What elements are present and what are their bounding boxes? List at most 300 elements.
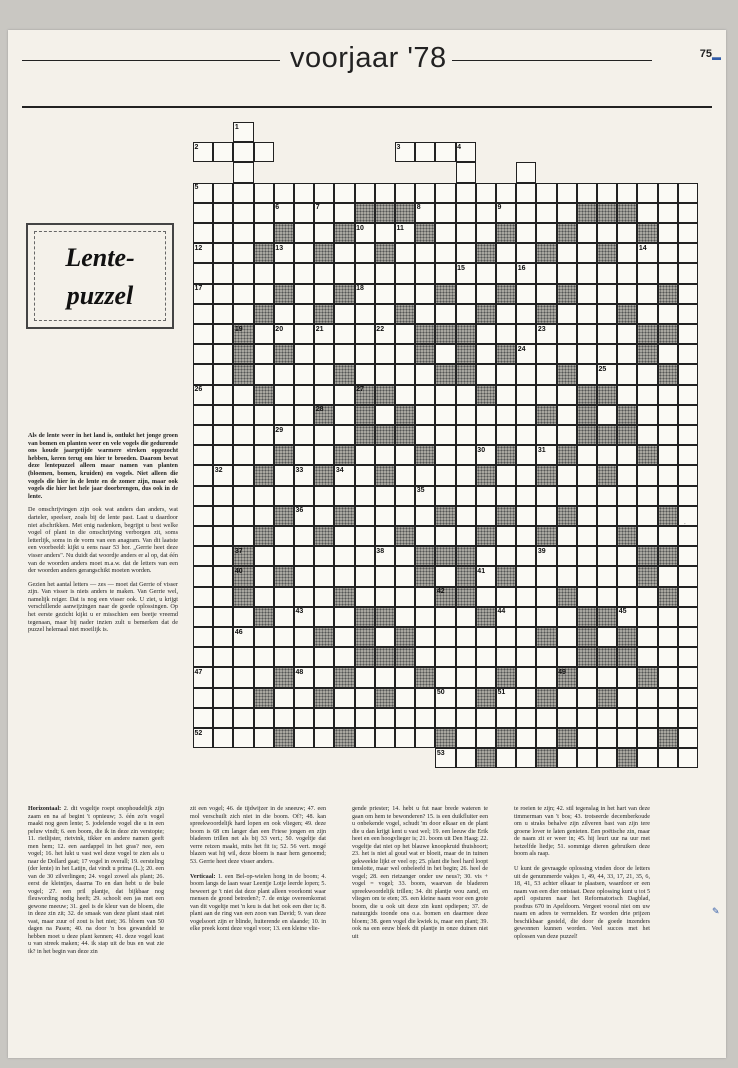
grid-cell[interactable]	[314, 667, 334, 687]
grid-cell[interactable]	[193, 587, 213, 607]
grid-cell[interactable]	[233, 243, 253, 263]
grid-cell[interactable]	[314, 546, 334, 566]
grid-cell[interactable]	[557, 647, 577, 667]
grid-cell[interactable]	[294, 526, 314, 546]
grid-cell[interactable]	[355, 506, 375, 526]
grid-cell[interactable]	[557, 688, 577, 708]
grid-cell[interactable]	[375, 223, 395, 243]
grid-cell[interactable]	[456, 688, 476, 708]
grid-cell[interactable]	[415, 364, 435, 384]
grid-cell[interactable]	[314, 708, 334, 728]
grid-cell[interactable]	[314, 647, 334, 667]
grid-cell[interactable]	[456, 425, 476, 445]
grid-cell[interactable]	[294, 243, 314, 263]
grid-cell[interactable]	[476, 425, 496, 445]
grid-cell[interactable]	[334, 385, 354, 405]
grid-cell[interactable]	[536, 667, 556, 687]
grid-cell[interactable]	[476, 223, 496, 243]
grid-cell[interactable]	[314, 728, 334, 748]
grid-cell[interactable]	[334, 486, 354, 506]
grid-cell[interactable]	[415, 304, 435, 324]
grid-cell[interactable]	[658, 223, 678, 243]
grid-cell[interactable]	[516, 647, 536, 667]
grid-cell[interactable]	[456, 647, 476, 667]
grid-cell[interactable]	[334, 688, 354, 708]
grid-cell[interactable]	[213, 566, 233, 586]
grid-cell[interactable]	[496, 526, 516, 546]
grid-cell[interactable]	[658, 425, 678, 445]
grid-cell[interactable]	[496, 546, 516, 566]
grid-cell[interactable]	[375, 667, 395, 687]
grid-cell[interactable]	[375, 506, 395, 526]
grid-cell[interactable]	[334, 304, 354, 324]
grid-cell[interactable]	[415, 526, 435, 546]
grid-cell[interactable]	[597, 405, 617, 425]
grid-cell[interactable]	[435, 183, 455, 203]
grid-cell[interactable]	[254, 627, 274, 647]
grid-cell[interactable]	[577, 587, 597, 607]
grid-cell[interactable]	[678, 223, 698, 243]
grid-cell[interactable]	[274, 526, 294, 546]
grid-cell[interactable]	[395, 667, 415, 687]
grid-cell[interactable]	[658, 748, 678, 768]
grid-cell[interactable]	[637, 587, 657, 607]
grid-cell[interactable]	[415, 405, 435, 425]
grid-cell[interactable]	[456, 465, 476, 485]
grid-cell[interactable]	[597, 486, 617, 506]
grid-cell[interactable]	[334, 344, 354, 364]
grid-cell[interactable]	[617, 263, 637, 283]
grid-cell[interactable]	[476, 263, 496, 283]
grid-cell[interactable]	[254, 183, 274, 203]
grid-cell[interactable]	[395, 486, 415, 506]
grid-cell[interactable]	[658, 526, 678, 546]
grid-cell[interactable]	[355, 566, 375, 586]
grid-cell[interactable]	[274, 263, 294, 283]
grid-cell[interactable]	[395, 465, 415, 485]
grid-cell[interactable]	[375, 344, 395, 364]
grid-cell[interactable]	[213, 142, 233, 162]
grid-cell[interactable]	[496, 587, 516, 607]
grid-cell[interactable]	[213, 344, 233, 364]
grid-cell[interactable]	[435, 304, 455, 324]
grid-cell[interactable]	[254, 142, 274, 162]
grid-cell[interactable]	[254, 667, 274, 687]
grid-cell[interactable]	[254, 587, 274, 607]
grid-cell[interactable]	[516, 708, 536, 728]
grid-cell[interactable]	[678, 203, 698, 223]
grid-cell[interactable]	[678, 243, 698, 263]
grid-cell[interactable]	[355, 304, 375, 324]
grid-cell[interactable]	[516, 445, 536, 465]
grid-cell[interactable]	[456, 385, 476, 405]
grid-cell[interactable]	[516, 203, 536, 223]
grid-cell[interactable]	[678, 324, 698, 344]
grid-cell[interactable]	[476, 647, 496, 667]
grid-cell[interactable]	[597, 587, 617, 607]
grid-cell[interactable]	[577, 344, 597, 364]
grid-cell[interactable]	[658, 203, 678, 223]
grid-cell[interactable]	[476, 728, 496, 748]
grid-cell[interactable]	[637, 425, 657, 445]
grid-cell[interactable]	[233, 728, 253, 748]
grid-cell[interactable]	[536, 647, 556, 667]
grid-cell[interactable]	[557, 385, 577, 405]
grid-cell[interactable]	[516, 304, 536, 324]
grid-cell[interactable]	[193, 425, 213, 445]
grid-cell[interactable]	[637, 486, 657, 506]
grid-cell[interactable]	[334, 405, 354, 425]
grid-cell[interactable]	[213, 243, 233, 263]
grid-cell[interactable]	[395, 284, 415, 304]
grid-cell[interactable]	[193, 627, 213, 647]
grid-cell[interactable]	[193, 223, 213, 243]
grid-cell[interactable]	[536, 728, 556, 748]
grid-cell[interactable]	[213, 486, 233, 506]
grid-cell[interactable]	[496, 405, 516, 425]
grid-cell[interactable]	[254, 486, 274, 506]
grid-cell[interactable]	[476, 506, 496, 526]
grid-cell[interactable]	[415, 647, 435, 667]
grid-cell[interactable]	[435, 425, 455, 445]
grid-cell[interactable]	[577, 263, 597, 283]
grid-cell[interactable]	[658, 263, 678, 283]
grid-cell[interactable]	[617, 506, 637, 526]
grid-cell[interactable]	[496, 304, 516, 324]
grid-cell[interactable]	[658, 566, 678, 586]
grid-cell[interactable]	[314, 607, 334, 627]
grid-cell[interactable]	[233, 465, 253, 485]
grid-cell[interactable]	[355, 344, 375, 364]
grid-cell[interactable]	[254, 364, 274, 384]
grid-cell[interactable]	[557, 304, 577, 324]
grid-cell[interactable]	[658, 183, 678, 203]
grid-cell[interactable]	[617, 385, 637, 405]
grid-cell[interactable]	[456, 243, 476, 263]
grid-cell[interactable]	[476, 486, 496, 506]
grid-cell[interactable]	[637, 526, 657, 546]
grid-cell[interactable]	[658, 405, 678, 425]
grid-cell[interactable]	[678, 708, 698, 728]
grid-cell[interactable]	[213, 647, 233, 667]
grid-cell[interactable]	[658, 647, 678, 667]
grid-cell[interactable]	[476, 324, 496, 344]
grid-cell[interactable]	[658, 688, 678, 708]
grid-cell[interactable]	[355, 546, 375, 566]
grid-cell[interactable]	[254, 728, 274, 748]
grid-cell[interactable]	[213, 546, 233, 566]
grid-cell[interactable]	[355, 486, 375, 506]
grid-cell[interactable]	[213, 607, 233, 627]
grid-cell[interactable]	[213, 223, 233, 243]
grid-cell[interactable]	[355, 667, 375, 687]
grid-cell[interactable]	[617, 465, 637, 485]
grid-cell[interactable]	[415, 688, 435, 708]
grid-cell[interactable]	[678, 385, 698, 405]
grid-cell[interactable]	[314, 183, 334, 203]
grid-cell[interactable]	[213, 324, 233, 344]
grid-cell[interactable]	[476, 344, 496, 364]
grid-cell[interactable]	[678, 405, 698, 425]
grid-cell[interactable]	[294, 688, 314, 708]
grid-cell[interactable]	[233, 506, 253, 526]
grid-cell[interactable]	[577, 667, 597, 687]
grid-cell[interactable]	[617, 284, 637, 304]
grid-cell[interactable]	[617, 486, 637, 506]
grid-cell[interactable]	[516, 688, 536, 708]
grid-cell[interactable]	[658, 465, 678, 485]
grid-cell[interactable]	[193, 607, 213, 627]
grid-cell[interactable]	[597, 667, 617, 687]
grid-cell[interactable]	[637, 728, 657, 748]
grid-cell[interactable]	[395, 546, 415, 566]
grid-cell[interactable]	[395, 506, 415, 526]
grid-cell[interactable]	[617, 667, 637, 687]
grid-cell[interactable]	[415, 506, 435, 526]
grid-cell[interactable]	[375, 284, 395, 304]
grid-cell[interactable]	[678, 284, 698, 304]
grid-cell[interactable]	[213, 688, 233, 708]
grid-cell[interactable]	[637, 627, 657, 647]
grid-cell[interactable]	[213, 385, 233, 405]
grid-cell[interactable]	[193, 708, 213, 728]
grid-cell[interactable]	[254, 405, 274, 425]
grid-cell[interactable]	[415, 627, 435, 647]
grid-cell[interactable]	[516, 385, 536, 405]
grid-cell[interactable]	[435, 647, 455, 667]
grid-cell[interactable]	[254, 566, 274, 586]
grid-cell[interactable]	[577, 506, 597, 526]
grid-cell[interactable]	[456, 728, 476, 748]
grid-cell[interactable]	[375, 445, 395, 465]
grid-cell[interactable]	[334, 647, 354, 667]
grid-cell[interactable]	[334, 324, 354, 344]
grid-cell[interactable]	[637, 385, 657, 405]
grid-cell[interactable]	[435, 566, 455, 586]
grid-cell[interactable]	[456, 183, 476, 203]
grid-cell[interactable]	[597, 445, 617, 465]
grid-cell[interactable]	[658, 708, 678, 728]
grid-cell[interactable]	[294, 566, 314, 586]
grid-cell[interactable]	[536, 506, 556, 526]
grid-cell[interactable]	[294, 486, 314, 506]
grid-cell[interactable]	[254, 344, 274, 364]
grid-cell[interactable]	[456, 304, 476, 324]
grid-cell[interactable]	[577, 364, 597, 384]
grid-cell[interactable]	[678, 445, 698, 465]
grid-cell[interactable]	[355, 465, 375, 485]
grid-cell[interactable]	[193, 364, 213, 384]
grid-cell[interactable]	[314, 385, 334, 405]
grid-cell[interactable]	[658, 627, 678, 647]
grid-cell[interactable]	[355, 324, 375, 344]
grid-cell[interactable]	[678, 587, 698, 607]
grid-cell[interactable]	[435, 526, 455, 546]
grid-cell[interactable]	[557, 465, 577, 485]
grid-cell[interactable]	[597, 183, 617, 203]
grid-cell[interactable]	[658, 304, 678, 324]
grid-cell[interactable]	[557, 243, 577, 263]
grid-cell[interactable]	[678, 607, 698, 627]
grid-cell[interactable]	[294, 445, 314, 465]
grid-cell[interactable]	[678, 425, 698, 445]
grid-cell[interactable]	[294, 203, 314, 223]
grid-cell[interactable]	[274, 183, 294, 203]
grid-cell[interactable]	[355, 587, 375, 607]
grid-cell[interactable]	[254, 284, 274, 304]
grid-cell[interactable]	[233, 304, 253, 324]
grid-cell[interactable]	[496, 324, 516, 344]
grid-cell[interactable]	[274, 708, 294, 728]
grid-cell[interactable]	[456, 748, 476, 768]
grid-cell[interactable]	[516, 526, 536, 546]
grid-cell[interactable]	[415, 263, 435, 283]
grid-cell[interactable]	[193, 203, 213, 223]
grid-cell[interactable]	[516, 364, 536, 384]
grid-cell[interactable]	[233, 385, 253, 405]
grid-cell[interactable]	[617, 223, 637, 243]
grid-cell[interactable]	[597, 506, 617, 526]
grid-cell[interactable]	[516, 243, 536, 263]
grid-cell[interactable]	[355, 364, 375, 384]
grid-cell[interactable]	[193, 506, 213, 526]
grid-cell[interactable]	[496, 627, 516, 647]
grid-cell[interactable]	[637, 465, 657, 485]
grid-cell[interactable]	[233, 526, 253, 546]
grid-cell[interactable]	[577, 243, 597, 263]
grid-cell[interactable]	[233, 445, 253, 465]
grid-cell[interactable]	[415, 607, 435, 627]
grid-cell[interactable]	[496, 263, 516, 283]
grid-cell[interactable]	[274, 627, 294, 647]
grid-cell[interactable]	[597, 566, 617, 586]
grid-cell[interactable]	[557, 203, 577, 223]
grid-cell[interactable]	[375, 304, 395, 324]
grid-cell[interactable]	[254, 324, 274, 344]
grid-cell[interactable]	[254, 203, 274, 223]
grid-cell[interactable]	[435, 203, 455, 223]
grid-cell[interactable]	[456, 708, 476, 728]
grid-cell[interactable]	[334, 566, 354, 586]
grid-cell[interactable]	[536, 183, 556, 203]
grid-cell[interactable]	[294, 344, 314, 364]
grid-cell[interactable]	[637, 688, 657, 708]
grid-cell[interactable]	[233, 223, 253, 243]
grid-cell[interactable]	[476, 364, 496, 384]
grid-cell[interactable]	[536, 385, 556, 405]
grid-cell[interactable]	[435, 445, 455, 465]
grid-cell[interactable]	[597, 324, 617, 344]
grid-cell[interactable]	[334, 425, 354, 445]
grid-cell[interactable]	[678, 183, 698, 203]
grid-cell[interactable]	[516, 667, 536, 687]
grid-cell[interactable]	[536, 364, 556, 384]
grid-cell[interactable]	[294, 263, 314, 283]
grid-cell[interactable]	[577, 465, 597, 485]
grid-cell[interactable]	[557, 183, 577, 203]
grid-cell[interactable]	[658, 445, 678, 465]
grid-cell[interactable]	[294, 364, 314, 384]
grid-cell[interactable]	[375, 405, 395, 425]
grid-cell[interactable]	[536, 708, 556, 728]
grid-cell[interactable]	[213, 708, 233, 728]
grid-cell[interactable]	[557, 627, 577, 647]
grid-cell[interactable]	[294, 587, 314, 607]
grid-cell[interactable]	[294, 627, 314, 647]
grid-cell[interactable]	[395, 607, 415, 627]
grid-cell[interactable]	[597, 263, 617, 283]
grid-cell[interactable]	[193, 263, 213, 283]
grid-cell[interactable]	[395, 587, 415, 607]
grid-cell[interactable]	[637, 506, 657, 526]
grid-cell[interactable]	[254, 647, 274, 667]
grid-cell[interactable]	[233, 284, 253, 304]
grid-cell[interactable]	[678, 526, 698, 546]
grid-cell[interactable]	[415, 425, 435, 445]
grid-cell[interactable]	[193, 304, 213, 324]
grid-cell[interactable]	[334, 203, 354, 223]
grid-cell[interactable]	[617, 688, 637, 708]
grid-cell[interactable]	[355, 708, 375, 728]
grid-cell[interactable]	[395, 324, 415, 344]
grid-cell[interactable]	[577, 526, 597, 546]
grid-cell[interactable]	[395, 263, 415, 283]
grid-cell[interactable]	[415, 708, 435, 728]
grid-cell[interactable]	[678, 728, 698, 748]
grid-cell[interactable]	[557, 526, 577, 546]
grid-cell[interactable]	[334, 263, 354, 283]
grid-cell[interactable]	[395, 385, 415, 405]
grid-cell[interactable]	[456, 506, 476, 526]
grid-cell[interactable]	[617, 324, 637, 344]
grid-cell[interactable]	[395, 364, 415, 384]
grid-cell[interactable]	[496, 486, 516, 506]
grid-cell[interactable]	[355, 688, 375, 708]
grid-cell[interactable]	[617, 364, 637, 384]
grid-cell[interactable]	[456, 405, 476, 425]
grid-cell[interactable]	[375, 263, 395, 283]
grid-cell[interactable]	[456, 162, 476, 182]
grid-cell[interactable]	[213, 526, 233, 546]
grid-cell[interactable]	[334, 546, 354, 566]
grid-cell[interactable]	[637, 647, 657, 667]
grid-cell[interactable]	[496, 465, 516, 485]
grid-cell[interactable]	[395, 566, 415, 586]
grid-cell[interactable]	[233, 486, 253, 506]
grid-cell[interactable]	[516, 486, 536, 506]
grid-cell[interactable]	[456, 284, 476, 304]
grid-cell[interactable]	[516, 425, 536, 445]
grid-cell[interactable]	[476, 203, 496, 223]
grid-cell[interactable]	[678, 748, 698, 768]
grid-cell[interactable]	[294, 304, 314, 324]
grid-cell[interactable]	[577, 445, 597, 465]
grid-cell[interactable]	[355, 526, 375, 546]
grid-cell[interactable]	[557, 324, 577, 344]
grid-cell[interactable]	[435, 263, 455, 283]
grid-cell[interactable]	[476, 405, 496, 425]
grid-cell[interactable]	[435, 344, 455, 364]
grid-cell[interactable]	[375, 587, 395, 607]
grid-cell[interactable]	[213, 364, 233, 384]
grid-cell[interactable]	[395, 688, 415, 708]
grid-cell[interactable]	[213, 405, 233, 425]
grid-cell[interactable]	[456, 526, 476, 546]
grid-cell[interactable]	[274, 587, 294, 607]
grid-cell[interactable]	[294, 223, 314, 243]
grid-cell[interactable]	[557, 405, 577, 425]
grid-cell[interactable]	[233, 607, 253, 627]
